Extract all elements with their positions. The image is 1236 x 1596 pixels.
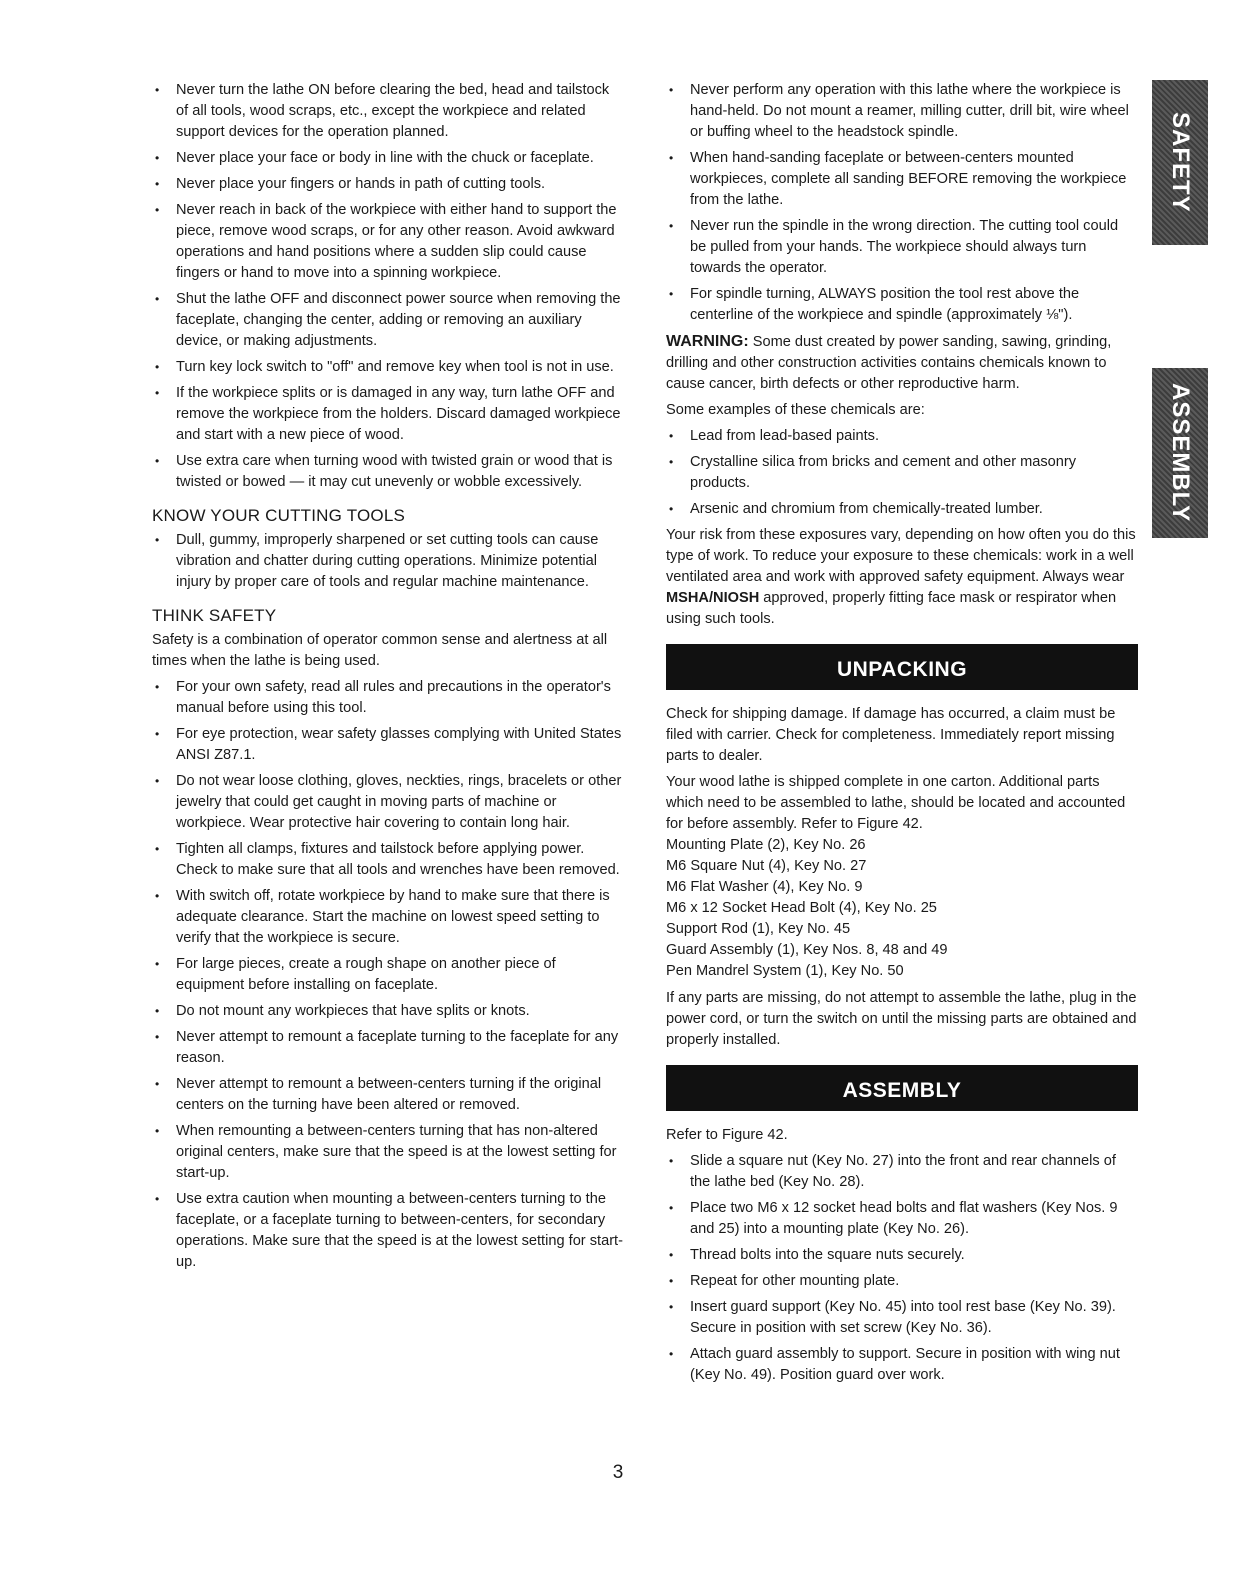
list-item: • Never attempt to remount a between-centers turning if the original centers on the turning have been altered or removed.	[152, 1074, 624, 1116]
warning-text: Some dust created by power sanding, sawing, grinding, drilling and other construction activities contains chemicals known to cause cancer, birth defects or other reproductive harm.	[666, 334, 1112, 392]
list-item: • Crystalline silica from bricks and cement and other masonry products.	[666, 452, 1138, 494]
list-item: • Do not mount any workpieces that have splits or knots.	[152, 1001, 624, 1022]
list-item: • Never reach in back of the workpiece with either hand to support the piece, remove wood scraps, or for any other reason. Avoid awkward operations and hand positions where a sudden slip could cause fingers or hand to move into a spinning workpiece.	[152, 200, 624, 284]
list-item: • Tighten all clamps, fixtures and tailstock before applying power. Check to make sure that all tools and wrenches have been removed.	[152, 839, 624, 881]
warning-label: WARNING:	[666, 333, 749, 350]
intro-safety-list	[152, 80, 624, 493]
tab-assembly-label: ASSEMBLY	[1167, 383, 1194, 523]
list-item: • Never turn the lathe ON before clearing the bed, head and tailstock of all tools, wood scraps, etc., except the workpiece and related support devices for the operation planned.	[152, 80, 624, 143]
list-item: • For spindle turning, ALWAYS position the tool rest above the centerline of the workpiece and spindle (approximately ⅛").	[666, 284, 1138, 326]
part-item: Pen Mandrel System (1), Key No. 50	[666, 963, 904, 979]
list-item: • Never place your fingers or hands in path of cutting tools.	[152, 174, 624, 195]
list-item: • Never run the spindle in the wrong direction. The cutting tool could be pulled from your hands. The workpiece should always turn towards the operator.	[666, 216, 1138, 279]
chemical-examples-list	[666, 426, 1138, 520]
risk-text-end: approved, properly fitting face mask or respirator when using such tools.	[666, 590, 1117, 627]
part-item: M6 Square Nut (4), Key No. 27	[666, 858, 867, 874]
list-item: • Lead from lead-based paints.	[666, 426, 1138, 447]
list-item: • Use extra caution when mounting a between-centers turning to the faceplate, or a faceplate turning to between-centers, for secondary operations. Make sure that the speed is at the lowest setting for start-up.	[152, 1189, 624, 1273]
parts-list	[666, 835, 1138, 982]
think-safety-heading: THINK SAFETY	[152, 606, 277, 625]
list-item: • For eye protection, wear safety glasses complying with United States ANSI Z87.1.	[152, 724, 624, 766]
examples-intro: Some examples of these chemicals are:	[666, 402, 925, 418]
risk-paragraph	[666, 525, 1138, 630]
assembly-intro: Refer to Figure 42.	[666, 1127, 788, 1143]
know-tools-heading: KNOW YOUR CUTTING TOOLS	[152, 506, 406, 525]
list-item: • When hand-sanding faceplate or between-centers mounted workpieces, complete all sanding BEFORE removing the workpiece from the lathe.	[666, 148, 1138, 211]
list-item: • Never place your face or body in line with the chuck or faceplate.	[152, 148, 624, 169]
list-item: • Do not wear loose clothing, gloves, neckties, rings, bracelets or other jewelry that could get caught in moving parts of machine or workpiece. Wear protective hair covering to contain long hair.	[152, 771, 624, 834]
warning-paragraph	[666, 331, 1138, 395]
list-item: • Never attempt to remount a faceplate turning to the faceplate for any reason.	[152, 1027, 624, 1069]
part-item: Guard Assembly (1), Key Nos. 8, 48 and 49	[666, 942, 948, 958]
right-column	[666, 80, 1138, 1391]
list-item: • If the workpiece splits or is damaged in any way, turn lathe OFF and remove the workpiece from the holders. Discard damaged workpiece and start with a new piece of wood.	[152, 383, 624, 446]
part-item: Support Rod (1), Key No. 45	[666, 921, 851, 937]
operation-safety-list	[666, 80, 1138, 326]
list-item: • When remounting a between-centers turning that has non-altered original centers, make sure that the speed is at the lowest setting for start-up.	[152, 1121, 624, 1184]
list-item: • Place two M6 x 12 socket head bolts and flat washers (Key Nos. 9 and 25) into a mounting plate (Key No. 26).	[666, 1198, 1138, 1240]
think-safety-intro: Safety is a combination of operator common sense and alertness at all times when the lathe is being used.	[152, 632, 608, 669]
unpacking-paragraph-2: Your wood lathe is shipped complete in one carton. Additional parts which need to be assembled to lathe, should be located and accounted for before assembly. Refer to Figure 42.	[666, 774, 1126, 832]
list-item: • For your own safety, read all rules and precautions in the operator's manual before using this tool.	[152, 677, 624, 719]
know-tools-list	[152, 530, 624, 593]
list-item: • Thread bolts into the square nuts securely.	[666, 1245, 1138, 1266]
unpacking-banner: UNPACKING	[666, 644, 1138, 690]
list-item: • Never perform any operation with this lathe where the workpiece is hand-held. Do not mount a reamer, milling cutter, drill bit, wire wheel or buffing wheel to the headstock spindle.	[666, 80, 1138, 143]
think-safety-list	[152, 677, 624, 1273]
list-item: • Arsenic and chromium from chemically-treated lumber.	[666, 499, 1138, 520]
list-item: • With switch off, rotate workpiece by hand to make sure that there is adequate clearance. Start the machine on lowest speed setting to verify that the workpiece is secure.	[152, 886, 624, 949]
tab-assembly	[1152, 368, 1208, 538]
unpacking-paragraph-3: If any parts are missing, do not attempt to assemble the lathe, plug in the power cord, or turn the switch on until the missing parts are obtained and properly installed.	[666, 990, 1137, 1048]
risk-bold: MSHA/NIOSH	[666, 590, 760, 606]
list-item: • Shut the lathe OFF and disconnect power source when removing the faceplate, changing the center, adding or removing an auxiliary device, or making adjustments.	[152, 289, 624, 352]
part-item: Mounting Plate (2), Key No. 26	[666, 837, 866, 853]
list-item: • Slide a square nut (Key No. 27) into the front and rear channels of the lathe bed (Key No. 28).	[666, 1151, 1138, 1193]
risk-text-start: Your risk from these exposures vary, depending on how often you do this type of work. To reduce your exposure to these chemicals: work in a well ventilated area and work with approved safety equipment. Always wear	[666, 527, 1136, 585]
list-item: • Use extra care when turning wood with twisted grain or wood that is twisted or bowed — it may cut unevenly or wobble excessively.	[152, 451, 624, 493]
assembly-steps-list	[666, 1151, 1138, 1386]
tab-safety-label: SAFETY	[1167, 112, 1194, 213]
unpacking-paragraph-1: Check for shipping damage. If damage has occurred, a claim must be filed with carrier. Check for completeness. Immediately report missing parts to dealer.	[666, 706, 1116, 764]
part-item: M6 x 12 Socket Head Bolt (4), Key No. 25	[666, 900, 937, 916]
page-number: 3	[612, 1462, 624, 1483]
list-item: • Insert guard support (Key No. 45) into tool rest base (Key No. 39). Secure in position with set screw (Key No. 36).	[666, 1297, 1138, 1339]
tab-safety	[1152, 80, 1208, 245]
left-column	[152, 80, 624, 1278]
list-item: • Turn key lock switch to "off" and remove key when tool is not in use.	[152, 357, 624, 378]
list-item: • Repeat for other mounting plate.	[666, 1271, 1138, 1292]
assembly-banner: ASSEMBLY	[666, 1065, 1138, 1111]
list-item: • For large pieces, create a rough shape on another piece of equipment before installing on faceplate.	[152, 954, 624, 996]
list-item: • Dull, gummy, improperly sharpened or set cutting tools can cause vibration and chatter during cutting operations. Minimize potential injury by proper care of tools and regular machine maintenance.	[152, 530, 624, 593]
list-item: • Attach guard assembly to support. Secure in position with wing nut (Key No. 49). Position guard over work.	[666, 1344, 1138, 1386]
part-item: M6 Flat Washer (4), Key No. 9	[666, 879, 863, 895]
